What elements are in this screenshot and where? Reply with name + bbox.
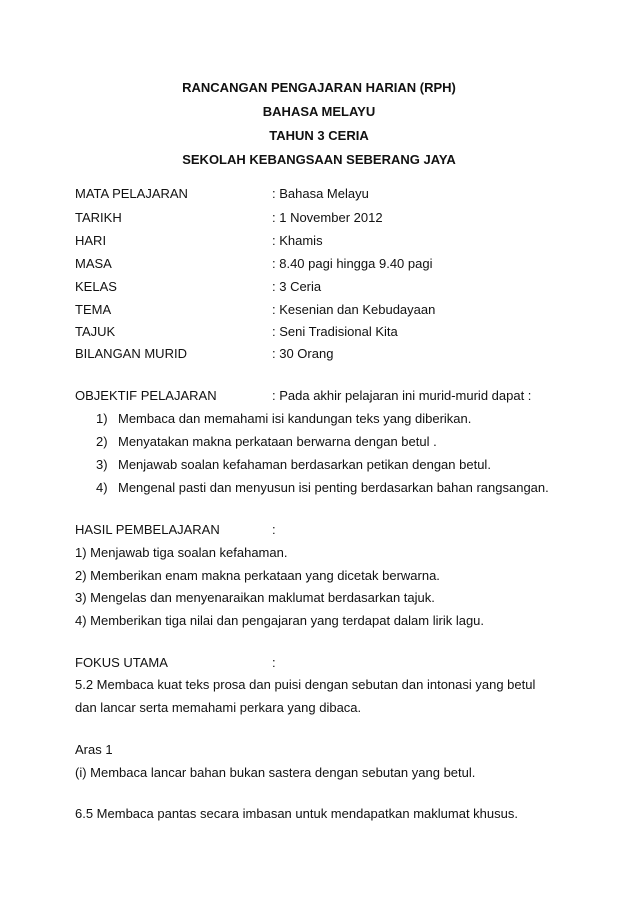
class-heading: TAHUN 3 CERIA xyxy=(269,128,369,143)
aras-label: Aras 1 xyxy=(75,742,113,757)
objektif-item-number: 2) xyxy=(96,434,108,449)
objektif-item-text: Menyatakan makna perkataan berwarna dengan betul . xyxy=(118,434,437,449)
info-value-tema: : Kesenian dan Kebudayaan xyxy=(272,302,436,317)
skill-line: 6.5 Membaca pantas secara imbasan untuk mendapatkan maklumat khusus. xyxy=(75,806,518,821)
info-label-tajuk: TAJUK xyxy=(75,324,116,339)
info-label-tema: TEMA xyxy=(75,302,112,317)
objektif-item-text: Menjawab soalan kefahaman berdasarkan petikan dengan betul. xyxy=(118,457,491,472)
document-title: RANCANGAN PENGAJARAN HARIAN (RPH) xyxy=(182,80,456,95)
fokus-line: 5.2 Membaca kuat teks prosa dan puisi dengan sebutan dan intonasi yang betul xyxy=(75,677,536,692)
info-label-hari: HARI xyxy=(75,233,107,248)
objektif-label: OBJEKTIF PELAJARAN xyxy=(75,388,217,403)
aras-item: (i) Membaca lancar bahan bukan sastera dengan sebutan yang betul. xyxy=(75,765,476,780)
info-value-masa: : 8.40 pagi hingga 9.40 pagi xyxy=(272,256,433,271)
info-label-masa: MASA xyxy=(75,256,112,271)
hasil-value: : xyxy=(272,522,276,537)
hasil-item: 1) Menjawab tiga soalan kefahaman. xyxy=(75,545,288,560)
info-label-bilangan-murid: BILANGAN MURID xyxy=(75,346,187,361)
info-value-mata-pelajaran: : Bahasa Melayu xyxy=(272,186,369,201)
info-label-mata-pelajaran: MATA PELAJARAN xyxy=(75,186,188,201)
objektif-item-text: Mengenal pasti dan menyusun isi penting berdasarkan bahan rangsangan. xyxy=(118,480,549,495)
subject-heading: BAHASA MELAYU xyxy=(262,104,376,119)
info-label-kelas: KELAS xyxy=(75,279,117,294)
info-value-tajuk: : Seni Tradisional Kita xyxy=(272,324,398,339)
objektif-item-number: 4) xyxy=(96,480,108,495)
fokus-line: dan lancar serta memahami perkara yang dibaca. xyxy=(75,700,362,715)
hasil-label: HASIL PEMBELAJARAN xyxy=(75,522,220,537)
info-value-tarikh: : 1 November 2012 xyxy=(272,210,383,225)
fokus-value: : xyxy=(272,655,276,670)
hasil-item: 4) Memberikan tiga nilai dan pengajaran yang terdapat dalam lirik lagu. xyxy=(75,613,485,628)
objektif-value: : Pada akhir pelajaran ini murid-murid dapat : xyxy=(272,388,532,403)
hasil-item: 2) Memberikan enam makna perkataan yang dicetak berwarna. xyxy=(75,568,440,583)
info-value-kelas: : 3 Ceria xyxy=(272,279,322,294)
objektif-item-number: 3) xyxy=(96,457,108,472)
info-value-bilangan-murid: : 30 Orang xyxy=(272,346,334,361)
fokus-label: FOKUS UTAMA xyxy=(75,655,168,670)
hasil-item: 3) Mengelas dan menyenaraikan maklumat berdasarkan tajuk. xyxy=(75,590,435,605)
objektif-item-number: 1) xyxy=(96,411,108,426)
info-label-tarikh: TARIKH xyxy=(75,210,122,225)
objektif-item-text: Membaca dan memahami isi kandungan teks yang diberikan. xyxy=(118,411,472,426)
school-heading: SEKOLAH KEBANGSAAN SEBERANG JAYA xyxy=(182,152,456,167)
info-value-hari: : Khamis xyxy=(272,233,323,248)
